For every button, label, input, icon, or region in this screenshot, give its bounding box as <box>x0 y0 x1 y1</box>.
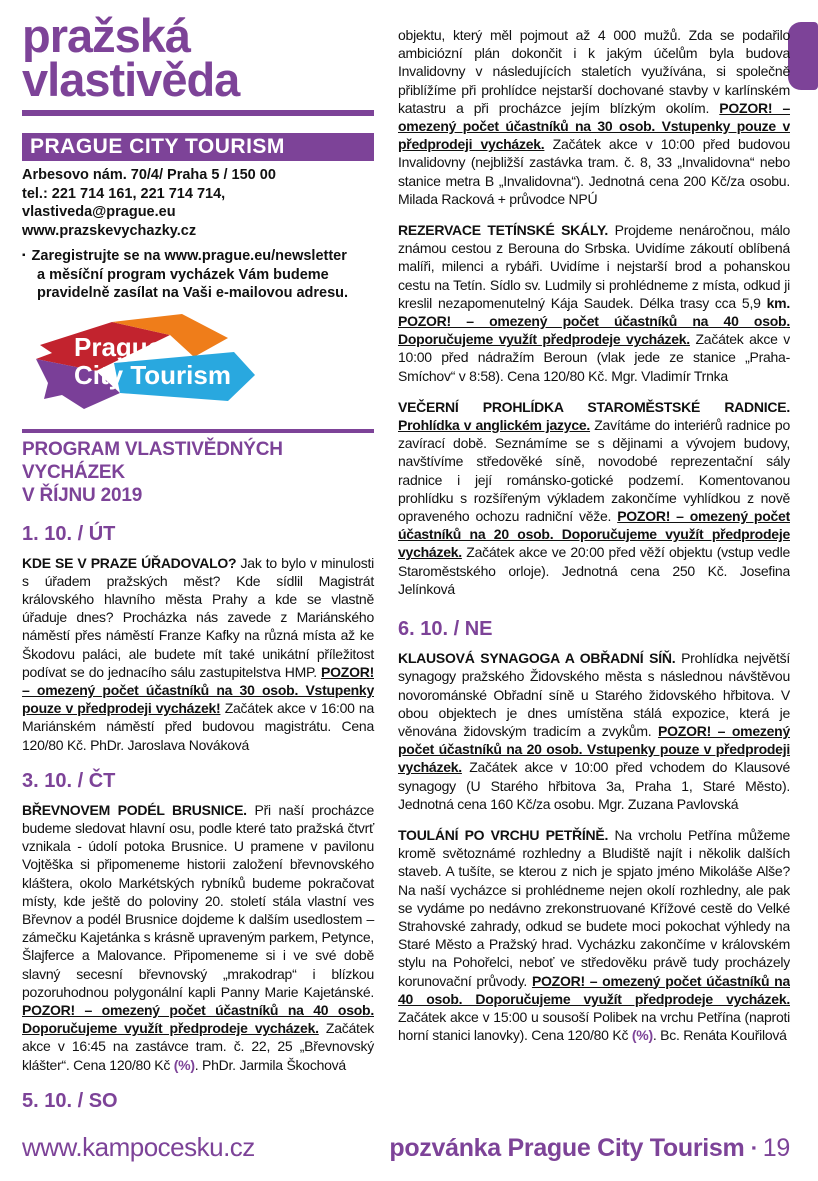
event-segment-normal: Prohlídka největší synagogy pražského Židovského města s následnou návštěvou novorománské Obřadní síně u Starého židovského hřbitova. V obou objektech je dnes umístěna stálá expozice, která je věnována židovským tradicím a zvykům. <box>398 650 790 739</box>
event-segment-normal: Začátek akce ve 20:00 před věží objektu (vstup vedle Staroměstského orloje). Jednotná cena 250 Kč. Josefina Jelínková <box>398 544 790 597</box>
event-segment-normal: Jak to bylo v minulosti s úřadem pražských měst? Kde sídlil Magistrát královského hlavního města Prahy a kde se vlastně úřaduje dnes? Procházka nás zavede z Mariánského náměstí přes náměstí Franze Kafky na různá místa až ke Škodovu paláci, ale budete mít také unikátní příležitost podívat se do jednacího sálu zastupitelstva HMP. <box>22 554 375 680</box>
newsletter-note <box>22 247 374 303</box>
event-segment-title: VEČERNÍ PROHLÍDKA STAROMĚSTSKÉ RADNICE. <box>398 398 790 415</box>
event-paragraph <box>398 649 790 813</box>
event-segment-promo: (%) <box>631 1027 653 1044</box>
page-title-line2: vlastivěda <box>22 53 240 106</box>
event-segment-title: REZERVACE TETÍNSKÉ SKÁLY. <box>398 222 615 239</box>
left-column <box>22 0 374 1108</box>
right-column <box>398 0 790 1108</box>
footer-separator-icon: ▪ <box>751 1140 756 1155</box>
organizer-banner: PRAGUE CITY TOURISM <box>22 133 374 161</box>
newsletter-line1: Zaregistrujte se na www.prague.eu/newsletter <box>31 248 347 264</box>
page-title <box>22 9 374 106</box>
event-paragraph <box>398 398 790 598</box>
event-segment-normal: Zavítáme do interiérů radnice po zavírací době. Seznámíme se s dějinami a vývojem budovy, navštívíme středověké síně, novodobé reprezentační sály radnice i její románsko-gotické podzemí. Komentovanou prohlídku s rozšířeným výkladem zakončíme vyhlídkou z nově opraveného ochozu radniční věže. <box>398 417 790 525</box>
masthead-rule <box>22 110 374 116</box>
event-segment-normal: Začátek akce v 16:00 na Mariánském náměstí před budovou magistrátu. Cena 120/80 Kč. PhDr. Jaroslava Nováková <box>22 700 374 753</box>
event-paragraph <box>398 221 790 385</box>
event-segment-title: BŘEVNOVEM PODÉL BRUSNICE. <box>22 801 255 818</box>
page-title-line1: pražská <box>22 9 191 62</box>
logo-text-line2: City Tourism <box>74 359 231 390</box>
event-segment-normal: Projdeme nenáročnou, málo známou cestou z Berouna do Srbska. Uvidíme zákoutí oblíbená malíři, milenci a rybáři. Uvidíme i nejstarší brod a pohanskou cestu na Tetín. Sídlo sv. Ludmily si prohlédneme z místa, odkud ji kreslil nezapomenutelný Kája Saudek. Délka trasy cca 5,9 <box>398 222 790 311</box>
event-segment-normal: . PhDr. Jarmila Škochová <box>194 1056 346 1073</box>
event-paragraph <box>398 826 790 1044</box>
events-right <box>398 26 790 1044</box>
event-segment-title: TOULÁNÍ PO VRCHU PETŘÍNĚ. <box>398 826 615 843</box>
contact-address-line: Arbesovo nám. 70/4/ Praha 5 / 150 00 <box>22 167 276 183</box>
page-footer <box>22 1132 790 1163</box>
event-paragraph <box>22 554 374 754</box>
event-segment-normal: Začátek akce v 15:00 u sousoší Polibek na vrchu Petřína (naproti horní stanici lanovky). Cena 120/80 Kč <box>398 1008 790 1044</box>
logo-ribbons-graphic <box>22 311 257 413</box>
footer-site-link[interactable]: www.kampocesku.cz <box>22 1132 255 1162</box>
newsletter-rest: a měsíční program vycházek Vám budeme pravidelně zasílat na Vaši e-mailovou adresu. <box>37 266 349 301</box>
date-heading: 3. 10. / ČT <box>22 769 116 792</box>
event-segment-title: KLAUSOVÁ SYNAGOGA A OBŘADNÍ SÍŇ. <box>398 650 682 667</box>
event-segment-normal: Začátek akce v 16:45 na zastávce tram. č. 22, 25 „Břevnovský klášter“. Cena 120/80 Kč <box>22 1020 374 1073</box>
event-segment-normal: Na vrcholu Petřína můžeme kromě světoznámé rozhledny a Bludiště najít i několik dalších staveb. A tušíte, se kterou z nich je spjato jméno Mikoláše Alše? Na naší vycházce si prohlédneme nejen okolí rozhledny, ale pak se vydáme po nedávno zrekonstruované Křížové cestě do Velké Strahovské zahrady, odkud se budete moci pokochat výhledy na Staré Město a Pražský hrad. Vycházku zakončíme v královském stylu na Pohořelci, neboť ve středověku právě tudy procházely korunovační průvody. <box>398 826 790 989</box>
program-heading-line2: V ŘÍJNU 2019 <box>22 484 143 506</box>
prague-city-tourism-logo <box>22 311 257 413</box>
event-segment-normal: Při naší procházce budeme sledovat hlavní osu, podle které tato pražská čtvrť vznikala - údolí potoka Brusnice. U pramene v pavilonu Vojtěška si připomeneme historii založení břevnovského kláštera, okolo Markétských rybníků budeme pokračovat místy, kde ještě do poloviny 20. století stála vlastní ves Břevnov a podél Brusnice dojdeme k dalším usedlostem – zámečku Kajetánka s krásně upraveným parkem, Petynce, Šlajferce a Malovance. Připomeneme si i ve své době slavný secesní břevnovský „mrakodrap“ i blízkou pozoruhodnou polygonální kapli Panny Marie Kajetánské. <box>22 801 374 1000</box>
event-segment-title: KDE SE V PRAZE ÚŘADOVALO? <box>22 554 241 571</box>
square-bullet-icon: ▪ <box>22 250 26 261</box>
program-heading <box>22 438 374 507</box>
date-heading: 5. 10. / SO <box>22 1089 118 1108</box>
event-segment-alert: Prohlídka v anglickém jazyce. <box>398 417 591 434</box>
logo-text-line1: Prague <box>74 331 163 362</box>
section-corner-tab <box>788 22 818 90</box>
contact-address <box>22 166 374 240</box>
event-segment-promo: (%) <box>173 1056 195 1073</box>
contact-website-link[interactable]: www.prazskevychazky.cz <box>22 222 197 239</box>
event-segment-bold: km. <box>766 294 790 311</box>
event-segment-alert: POZOR! – omezený počet účastníků na 30 osob. Vstupenky pouze v předprodeji vycházek. <box>398 99 790 153</box>
event-segment-normal: . Bc. Renáta Kouřilová <box>652 1027 787 1044</box>
date-heading: 1. 10. / ÚT <box>22 522 116 545</box>
date-heading: 6. 10. / NE <box>398 618 493 641</box>
events-left <box>22 523 374 1109</box>
contact-phone-email-line: tel.: 221 714 161, 221 714 714, vlastiveda@prague.eu <box>22 185 226 220</box>
program-heading-line1: PROGRAM VLASTIVĚDNÝCH VYCHÁZEK <box>22 438 283 483</box>
event-segment-alert: POZOR! – omezený počet účastníků na 20 osob. Doporučujeme využít předprodeje vycházek. <box>398 508 790 561</box>
event-segment-alert: POZOR! – omezený počet účastníků na 30 osob. Vstupenky pouze v předprodeji vycházek! <box>22 663 374 717</box>
event-segment-normal: Začátek akce v 10:00 před nádražím Beroun (vlak jede ze stanice „Praha-Smíchov“ v 8:58). Cena 120/80 Kč. Mgr. Vladimír Trnka <box>398 331 790 384</box>
event-segment-alert: POZOR! – omezený počet účastníků na 40 osob. Doporučujeme využít předprodeje vycházek. <box>398 313 790 348</box>
two-column-layout <box>22 0 790 1108</box>
event-paragraph <box>398 26 790 208</box>
program-heading-rule <box>22 429 374 433</box>
event-segment-normal: objektu, který měl pojmout až 4 000 mužů. Zda se podařilo ambiciózní plán dokončit i k jakým účelům byla budova Invalidovny v následujících staletích využívána, si společně přiblížíme při prohlídce nejstarší dochované stavby v karlínském katastru a při procházce jejím blízkým okolím. <box>398 27 790 116</box>
event-segment-alert: POZOR! – omezený počet účastníků na 40 osob. Doporučujeme využít předprodeje vycházek. <box>22 1001 374 1037</box>
event-segment-normal: Začátek akce v 10:00 před budovou Invalidovny (nejbližší zastávka tram. č. 8, 33 „Invalidovna“ nebo stanice metra B „Invalidovna“). Jednotná cena 200 Kč/za osobu. Milada Racková + průvodce NPÚ <box>398 136 790 207</box>
footer-publication-title: pozvánka Prague City Tourism <box>389 1134 745 1162</box>
event-segment-alert: POZOR! – omezený počet účastníků na 20 osob. Vstupenky pouze v předprodeji vycházek. <box>398 722 790 776</box>
event-segment-alert: POZOR! – omezený počet účastníků na 40 osob. Doporučujeme využít předprodeje vycházek. <box>398 972 790 1007</box>
event-paragraph <box>22 801 374 1074</box>
page-number: 19 <box>762 1134 790 1162</box>
newsletter-item <box>22 247 374 303</box>
event-segment-normal: Začátek akce v 10:00 před vchodem do Klausové synagogy (U Starého hřbitova 3a, Praha 1, Staré Město). Jednotná cena 160 Kč/za osobu. Mgr. Zuzana Pavlovská <box>398 759 790 812</box>
footer-publication <box>389 1134 790 1163</box>
